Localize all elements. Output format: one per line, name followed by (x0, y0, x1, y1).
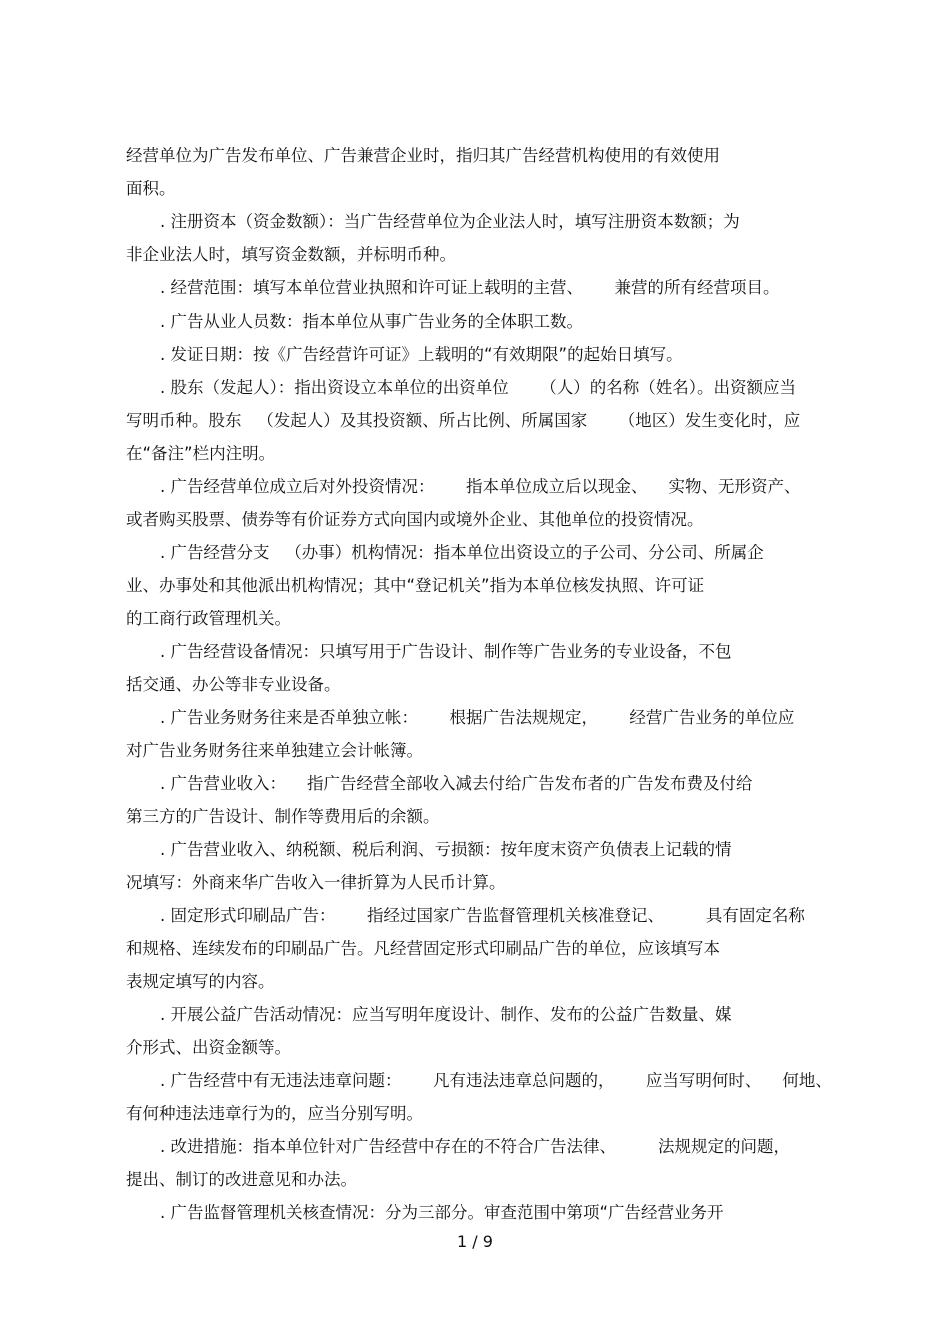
text-line: 的工商行政管理机关。 (126, 609, 291, 628)
text-line: . 开展公益广告活动情况：应当写明年度设计、制作、发布的公益广告数量、媒 (160, 1005, 732, 1024)
text-line: 介形式、出资金额等。 (126, 1038, 291, 1057)
text-line: . 广告监督管理机关核查情况：分为三部分。审查范围中第项“广告经营业务开 (160, 1203, 724, 1222)
text-line: 表规定填写的内容。 (126, 972, 275, 991)
text-line: . 广告营业收入： 指广告经营全部收入减去付给广告发布者的广告发布费及付给 (160, 774, 753, 793)
text-line: . 发证日期：按《广告经营许可证》上载明的“有效期限”的起始日填写。 (160, 345, 683, 364)
text-line: . 固定形式印刷品广告： 指经过国家广告监督管理机关核准登记、 具有固定名称 (160, 906, 805, 925)
text-line: 提出、制订的改进意见和办法。 (126, 1170, 357, 1189)
text-line: 括交通、办公等非专业设备。 (126, 675, 341, 694)
text-line: 或者购买股票、债券等有价证券方式向国内或境外企业、其他单位的投资情况。 (126, 510, 704, 529)
text-line: 和规格、连续发布的印刷品广告。凡经营固定形式印刷品广告的单位，应该填写本 (126, 939, 720, 958)
text-line: . 广告经营设备情况：只填写用于广告设计、制作等广告业务的专业设备，不包 (160, 642, 732, 661)
text-line: 写明币种。股东 （发起人）及其投资额、所占比例、所属国家 （地区）发生变化时，应 (126, 411, 801, 430)
text-line: . 广告经营中有无违法违章问题： 凡有违法违章总问题的， 应当写明何时、 何地、 (160, 1071, 832, 1090)
text-line: 第三方的广告设计、制作等费用后的余额。 (126, 807, 440, 826)
text-line: . 广告经营单位成立后对外投资情况： 指本单位成立后以现金、 实物、无形资产、 (160, 477, 801, 496)
page-number: 1 / 9 (457, 1232, 493, 1251)
text-line: 非企业法人时，填写资金数额，并标明币种。 (126, 245, 456, 264)
text-line: . 广告经营分支 （办事）机构情况：指本单位出资设立的子公司、分公司、所属企 (160, 543, 764, 562)
text-line: . 股东（发起人）：指出资设立本单位的出资单位 （人）的名称（姓名）。出资额应当 (160, 378, 796, 397)
text-line: 对广告业务财务往来单独建立会计帐簿。 (126, 741, 423, 760)
text-line: 经营单位为广告发布单位、广告兼营企业时，指归其广告经营机构使用的有效使用 (126, 146, 720, 165)
text-line: . 广告从业人员数：指本单位从事广告业务的全体职工数。 (160, 312, 583, 331)
text-line: 面积。 (126, 179, 176, 198)
text-line: . 广告业务财务往来是否单独立帐： 根据广告法规规定， 经营广告业务的单位应 (160, 708, 795, 727)
text-line: . 注册资本（资金数额）：当广告经营单位为企业法人时，填写注册资本数额；为 (160, 212, 740, 231)
text-line: 有何种违法违章行为的，应当分别写明。 (126, 1104, 423, 1123)
text-line: . 改进措施：指本单位针对广告经营中存在的不符合广告法律、 法规规定的问题， (160, 1137, 790, 1156)
text-line: 况填写：外商来华广告收入一律折算为人民币计算。 (126, 873, 506, 892)
text-line: . 经营范围：填写本单位营业执照和许可证上载明的主营、 兼营的所有经营项目。 (160, 278, 780, 297)
text-line: 业、办事处和其他派出机构情况；其中“登记机关”指为本单位核发执照、许可证 (126, 576, 705, 595)
text-line: . 广告营业收入、纳税额、税后利润、亏损额：按年度末资产负债表上记载的情 (160, 840, 732, 859)
text-line: 在“备注”栏内注明。 (126, 444, 276, 463)
